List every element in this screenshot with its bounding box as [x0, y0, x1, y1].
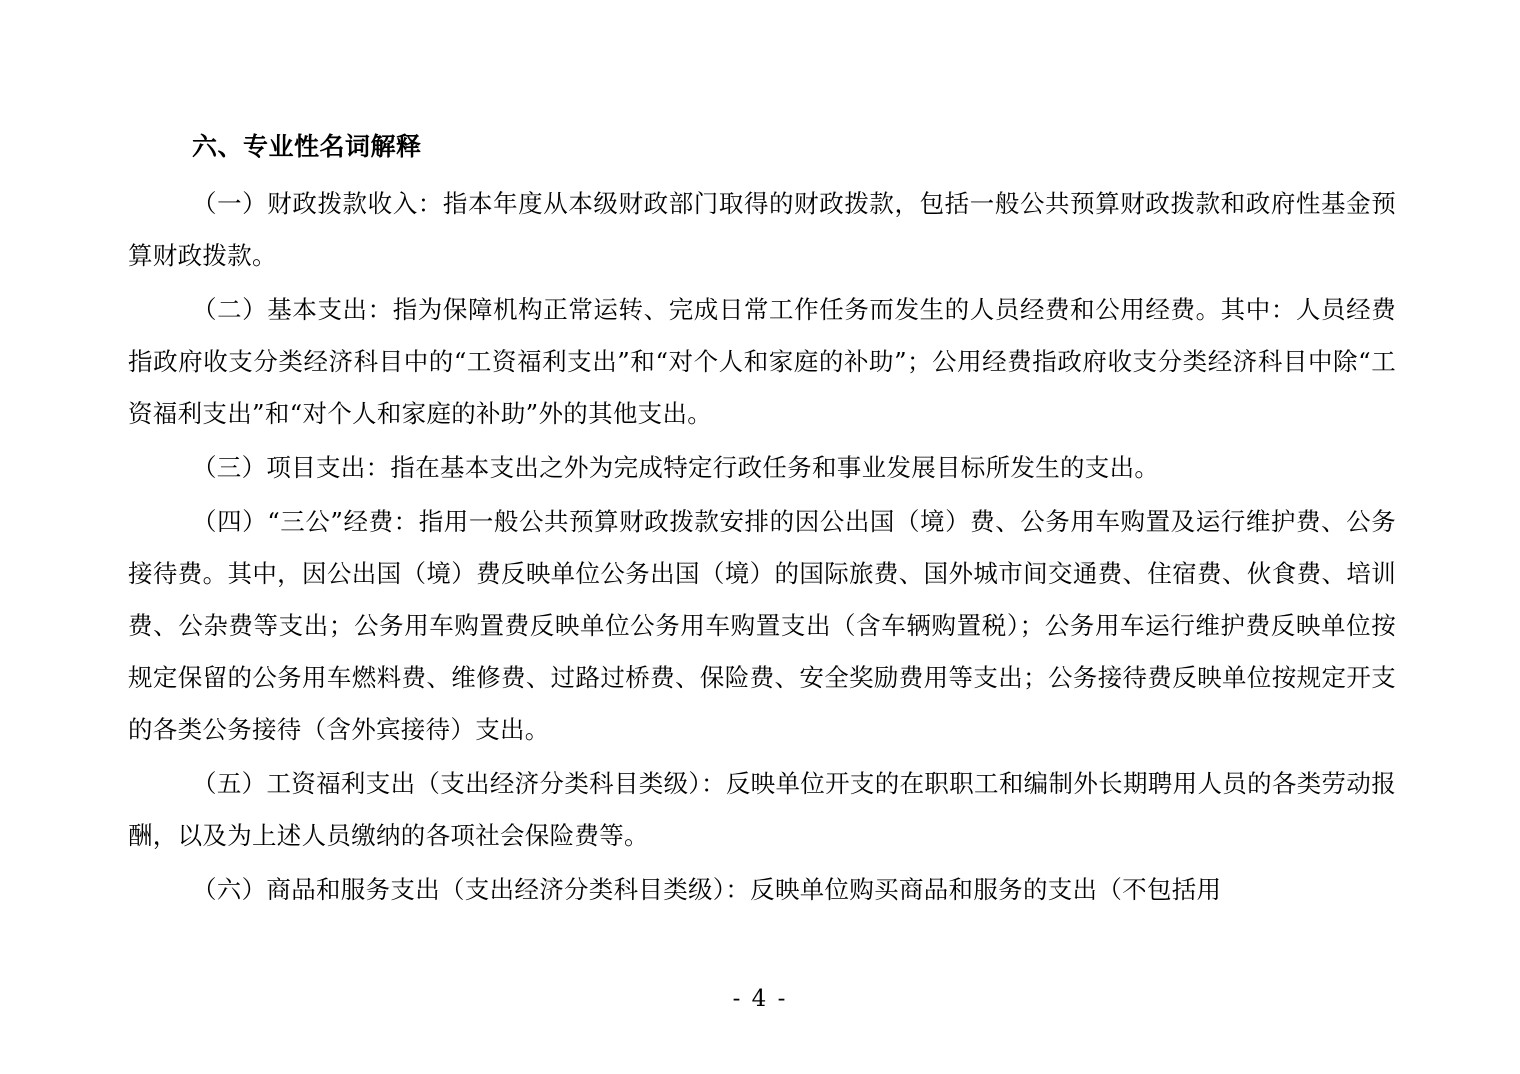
page-number: - 4 -	[732, 986, 788, 1012]
section-heading: 六、专业性名词解释	[192, 132, 422, 161]
paragraph-5: （五）工资福利支出（支出经济分类科目类级）：反映单位开支的在职职工和编制外长期聘用人员的各类劳动报酬，以及为上述人员缴纳的各项社会保险费等。	[128, 768, 1396, 850]
paragraph-4: （四）“三公”经费：指用一般公共预算财政拨款安排的因公出国（境）费、公务用车购置及运行维护费、公务接待费。其中，因公出国（境）费反映单位公务出国（境）的国际旅费、国外城市间交通费、住宿费、伙食费、培训费、公杂费等支出；公务用车购置费反映单位公务用车购置支出（含车辆购置税）；公务用车运行维护费反映单位按规定保留的公务用车燃料费、维修费、过路过桥费、保险费、安全奖励费用等支出；公务接待费反映单位按规定开支的各类公务接待（含外宾接待）支出。	[128, 506, 1396, 744]
paragraph-2: （二）基本支出：指为保障机构正常运转、完成日常工作任务而发生的人员经费和公用经费。其中：人员经费指政府收支分类经济科目中的“工资福利支出”和“对个人和家庭的补助”；公用经费指政府收支分类经济科目中除“工资福利支出”和“对个人和家庭的补助”外的其他支出。	[128, 294, 1396, 428]
paragraph-3: （三）项目支出：指在基本支出之外为完成特定行政任务和事业发展目标所发生的支出。	[192, 452, 1160, 482]
page-content	[128, 128, 1396, 918]
paragraph-1: （一）财政拨款收入：指本年度从本级财政部门取得的财政拨款，包括一般公共预算财政拨款和政府性基金预算财政拨款。	[128, 188, 1396, 270]
paragraph-6: （六）商品和服务支出（支出经济分类科目类级）：反映单位购买商品和服务的支出（不包括用	[192, 874, 1222, 904]
